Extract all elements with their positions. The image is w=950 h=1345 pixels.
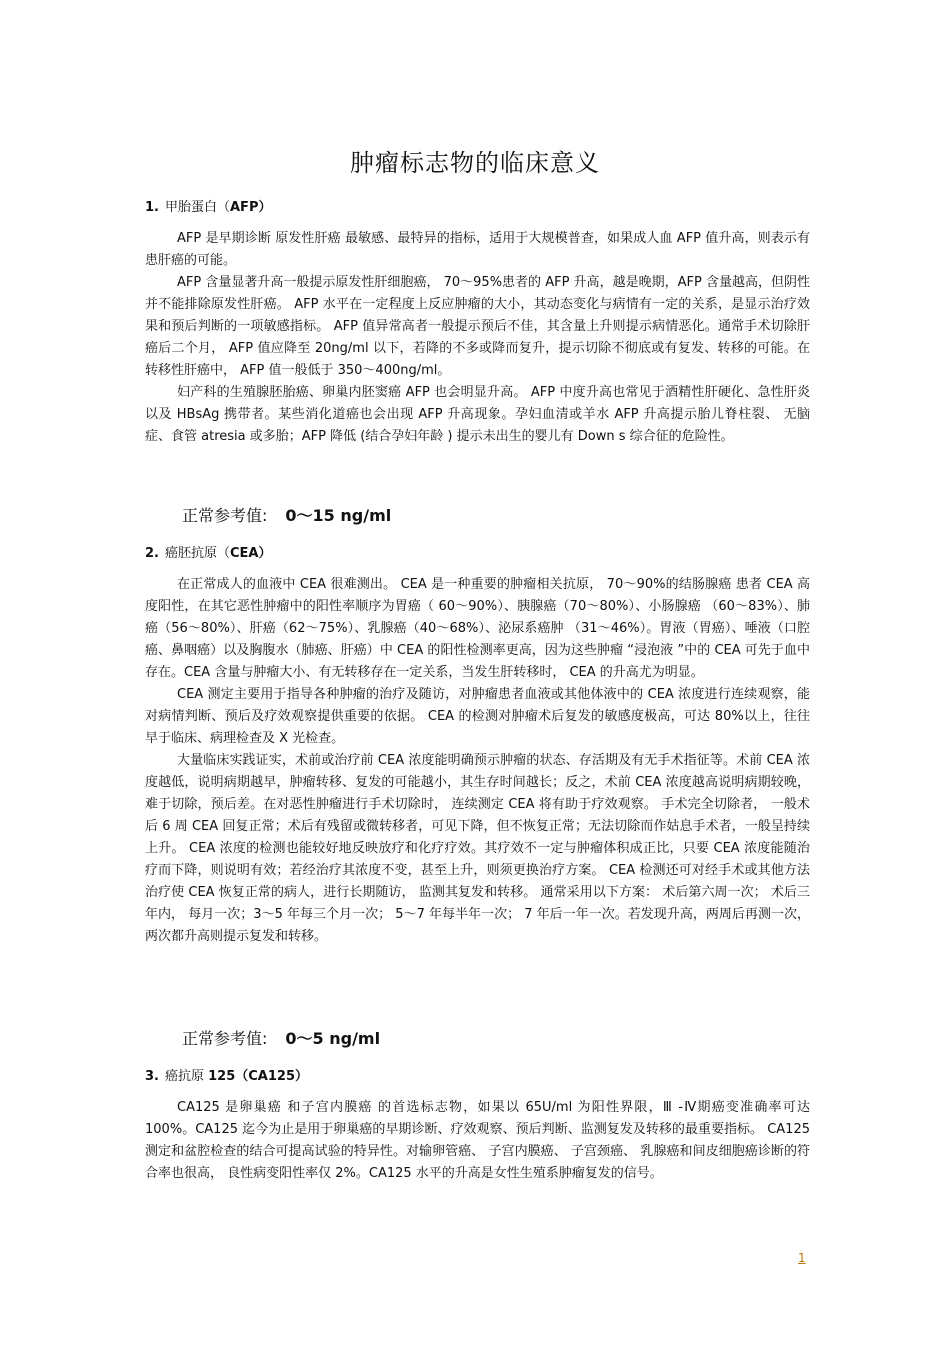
paragraph: 大量临床实践证实，术前或治疗前 CEA 浓度能明确预示肿瘤的状态、存活期及有无手术指征等。术前 CEA 浓度越低，说明病期越早，肿瘤转移、复发的可能越小，其生存时间越长；反之，术前 CEA 浓度越高说明病期较晚，难于切除，预后差。在对恶性肿瘤进行手术切除时， 连续测定 CEA 将有助于疗效观察。 手术完全切除者， 一般术后 6 周 CEA 回复正常；术后有残留或微转移者，可见下降，但不恢复正常；无法切除而作姑息手术者，一般呈持续上升。 CEA 浓度的检测也能较好地反映放疗和化疗疗效。其疗效不一定与肿瘤体积成正比，只要 CEA 浓度能随治疗而下降，则说明有效；若经治疗其浓度不变，甚至上升，则须更换治疗方案。 CEA 检测还可对经手术或其他方法治疗使 CEA 恢复正常的病人，进行长期随访， 监测其复发和转移。 通常采用以下方案： 术后第六周一次； 术后三年内， 每月一次；3～5 年每三个月一次； 5～7 年每半年一次； 7 年后一年一次。若发现升高，两周后再测一次，两次都升高则提示复发和转移。 [145,753,810,944]
section-heading-code: AFP） [230,200,272,215]
section-body-cea [145,574,810,948]
section-heading-cea [145,542,271,561]
reference-range: 0～5 ng/ml [285,1029,381,1048]
section-heading-code: CEA） [230,546,272,561]
reference-label: 正常参考值: [182,1029,268,1048]
paragraph: AFP 含量显著升高一般提示原发性肝细胞癌， 70～95%患者的 AFP 升高，越是晚期，AFP 含量越高，但阴性并不能排除原发性肝癌。 AFP 水平在一定程度上反应肿瘤的大小，其动态变化与病情有一定的关系，是显示治疗效果和预后判断的一项敏感指标。 AFP 值异常高者一般提示预后不佳，其含量上升则提示病情恶化。通常手术切除肝癌后二个月， AFP 值应降至 20ng/ml 以下，若降的不多或降而复升，提示切除不彻底或有复发、转移的可能。在转移性肝癌中， AFP 值一般低于 350～400ng/ml。 [145,275,810,378]
paragraph: 妇产科的生殖腺胚胎癌、卵巢内胚窦癌 AFP 也会明显升高。 AFP 中度升高也常见于酒精性肝硬化、急性肝炎以及 HBsAg 携带者。某些消化道癌也会出现 AFP 升高现象。孕妇血清或羊水 AFP 升高提示胎儿脊柱裂、 无脑症、食管 atresia 或多胎；AFP 降低 (结合孕妇年龄 ) 提示未出生的婴儿有 Down s 综合征的危险性。 [145,385,810,444]
paragraph: CA125 是卵巢癌 和子宫内膜癌 的首选标志物，如果以 65U/ml 为阳性界限，Ⅲ -Ⅳ期癌变准确率可达 100%。CA125 迄今为止是用于卵巢癌的早期诊断、疗效观察、预后判断、监测复发及转移的最重要指标。 CA125 测定和盆腔检查的结合可提高试验的特异性。对输卵管癌、 子宫内膜癌、 子宫颈癌、 乳腺癌和间皮细胞癌诊断的符合率也很高， 良性病变阳性率仅 2%。CA125 水平的升高是女性生殖系肿瘤复发的信号。 [145,1100,810,1181]
section-heading-text: 癌胚抗原（ [164,546,230,561]
reference-label: 正常参考值: [182,506,268,525]
reference-value-cea [182,1026,380,1049]
page-number: 1 [798,1251,806,1265]
section-heading-afp [145,196,271,215]
section-number: 3. [145,1069,159,1084]
section-body-afp [145,228,810,448]
section-body-ca125 [145,1097,810,1185]
section-number: 2. [145,546,159,561]
reference-value-afp [182,503,391,526]
document-title: 肿瘤标志物的临床意义 [350,149,600,177]
section-heading-text: 癌抗原 [164,1069,209,1084]
reference-range: 0～15 ng/ml [285,506,392,525]
section-heading-code: 125（CA125） [208,1069,308,1084]
section-number: 1. [145,200,159,215]
paragraph: 在正常成人的血液中 CEA 很难测出。 CEA 是一种重要的肿瘤相关抗原， 70～90%的结肠腺癌 患者 CEA 高度阳性，在其它恶性肿瘤中的阳性率顺序为胃癌（ 60～90%）、胰腺癌（70～80%）、小肠腺癌 （60～83%）、肺癌（56～80%）、肝癌（62～75%）、乳腺癌（40～68%）、泌尿系癌肿 （31～46%）。胃液（胃癌）、唾液（口腔癌、鼻咽癌）以及胸腹水（肺癌、肝癌）中 CEA 的阳性检测率更高，因为这些肿瘤 “浸泡液 ”中的 CEA 可先于血中存在。CEA 含量与肿瘤大小、有无转移存在一定关系，当发生肝转移时， CEA 的升高尤为明显。 [145,577,810,680]
section-heading-text: 甲胎蛋白（ [164,200,230,215]
paragraph: CEA 测定主要用于指导各种肿瘤的治疗及随访，对肿瘤患者血液或其他体液中的 CEA 浓度进行连续观察，能对病情判断、预后及疗效观察提供重要的依据。 CEA 的检测对肿瘤术后复发的敏感度极高，可达 80%以上，往往早于临床、病理检查及 X 光检查。 [145,687,810,746]
paragraph: AFP 是早期诊断 原发性肝癌 最敏感、最特异的指标，适用于大规模普查，如果成人血 AFP 值升高，则表示有患肝癌的可能。 [145,231,810,268]
section-heading-ca125 [145,1065,308,1084]
